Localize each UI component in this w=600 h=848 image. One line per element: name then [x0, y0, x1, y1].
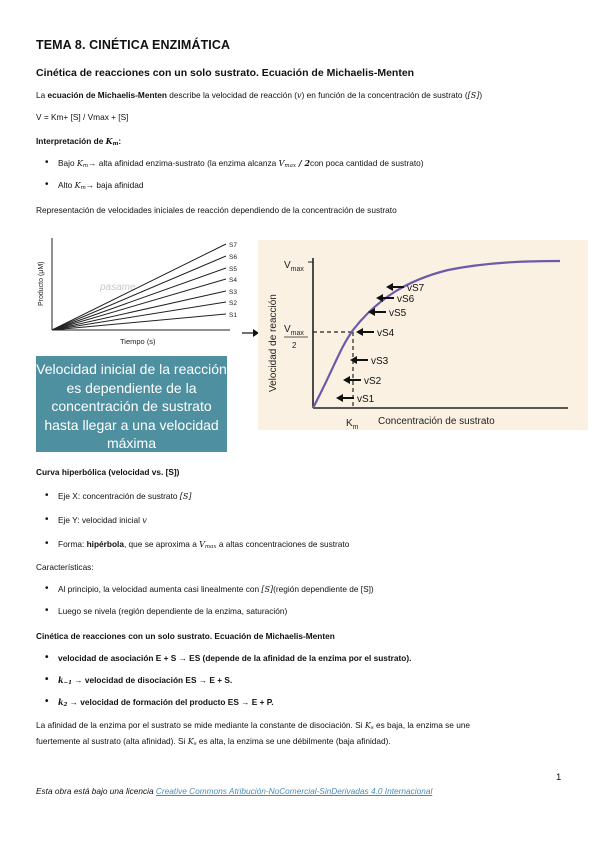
- characteristics-heading: Características:: [36, 562, 94, 572]
- left-chart-line-label: S6: [229, 254, 237, 261]
- left-chart-line-s6: [52, 256, 226, 330]
- license-link[interactable]: Creative Commons Atribución-NoComercial-SinDerivadas 4.0 Internacional: [155, 786, 433, 796]
- left-chart-line-s5: [52, 268, 226, 330]
- kinetics-item-dissociation: • k−1 → velocidad de disociación ES → E + S.: [58, 675, 232, 689]
- interpretation-heading: Interpretación de Km:: [36, 136, 122, 147]
- vmax-half-label: $V_{max}$: [284, 324, 304, 337]
- velocity-label-vs3: vS3: [371, 356, 389, 367]
- michaelis-menten-chart: [258, 240, 588, 430]
- right-chart-xlabel: Concentración de sustrato: [378, 416, 495, 427]
- velocity-label-vs7: vS7: [407, 283, 425, 294]
- page-title: TEMA 8. CINÉTICA ENZIMÁTICA: [36, 38, 231, 52]
- license-footer: Esta obra está bajo una licencia Creative Commons Atribución-NoComercial-SinDerivadas 4.0 Internacional: [36, 786, 433, 796]
- vmax-label: $V_{max}$: [284, 260, 304, 273]
- affinity-paragraph-line2: fuertemente al sustrato (alta afinidad). Si Ks es alta, la enzima se une débilmente (baja afinidad).: [36, 736, 391, 747]
- curve-item-x: • Eje X: concentración de sustrato [S]: [58, 491, 192, 502]
- page-number: 1: [556, 772, 562, 783]
- left-chart-ylabel: Producto (μM): [38, 261, 45, 306]
- left-chart-line-s3: [52, 291, 226, 330]
- interpretation-item-low-km: • Bajo Km→ alta afinidad enzima-sustrato (la enzima alcanza Vmax / 2con poca cantidad de sustrato): [58, 158, 424, 172]
- intro-paragraph: La ecuación de Michaelis-Menten describe la velocidad de reacción (v) en función de la concentración de sustrato ([S]): [36, 90, 483, 100]
- affinity-paragraph-line1: La afinidad de la enzima por el sustrato se mide mediante la constante de disociación. Si Ks es baja, la enzima se une: [36, 720, 471, 731]
- kinetics-item-association: • velocidad de asociación E + S → ES (depende de la afinidad de la enzima por el sustrato).: [58, 653, 411, 664]
- curve-item-y: • Eje Y: velocidad inicial v: [58, 515, 147, 526]
- left-chart-watermark: pasame: [100, 282, 136, 293]
- representation-text: Representación de velocidades iniciales de reacción dependiendo de la concentración de sustrato: [36, 205, 397, 215]
- product-time-chart: [30, 228, 245, 348]
- velocity-label-vs6: vS6: [397, 294, 415, 305]
- section-heading-1: Cinética de reacciones con un solo sustrato. Ecuación de Michaelis-Menten: [36, 67, 415, 79]
- left-chart-line-label: S5: [229, 266, 237, 273]
- velocity-label-vs5: vS5: [389, 308, 407, 319]
- left-chart-line-label: S1: [229, 312, 237, 319]
- kinetics-item-formation: • k2 → velocidad de formación del producto ES → E + P.: [58, 697, 274, 711]
- left-chart-line-label: S3: [229, 289, 237, 296]
- left-chart-xlabel: Tiempo (s): [120, 337, 156, 346]
- velocity-label-vs1: vS1: [357, 394, 375, 405]
- km-label: $K_m$: [346, 418, 359, 430]
- interpretation-item-high-km: • Alto Km→ baja afinidad: [58, 180, 143, 194]
- left-chart-line-label: S7: [229, 242, 237, 249]
- left-chart-line-label: S2: [229, 300, 237, 307]
- curve-heading: Curva hiperbólica (velocidad vs. [S]): [36, 467, 180, 477]
- characteristics-item-2: • Luego se nivela (región dependiente de la enzima, saturación): [58, 606, 287, 617]
- curve-item-shape: • Forma: hipérbola, que se aproxima a Vmax a altas concentraciones de sustrato: [58, 539, 349, 553]
- right-chart-background: [258, 240, 588, 430]
- half-denominator: 2: [292, 341, 297, 350]
- equation-text: V = Km+ [S] / Vmax + [S]: [36, 112, 129, 122]
- velocity-label-vs2: vS2: [364, 376, 382, 387]
- characteristics-item-1: • Al principio, la velocidad aumenta casi linealmente con [S](región dependiente de [S]): [58, 584, 374, 595]
- left-chart-line-label: S4: [229, 277, 237, 284]
- section-heading-2: Cinética de reacciones con un solo sustrato. Ecuación de Michaelis-Menten: [36, 631, 335, 641]
- velocity-label-vs4: vS4: [377, 328, 395, 339]
- info-box: Velocidad inicial de la reacción es dependiente de la concentración de sustrato hasta llegar a una velocidad máxima: [36, 356, 227, 452]
- right-chart-ylabel: Velocidad de reacción: [268, 294, 279, 392]
